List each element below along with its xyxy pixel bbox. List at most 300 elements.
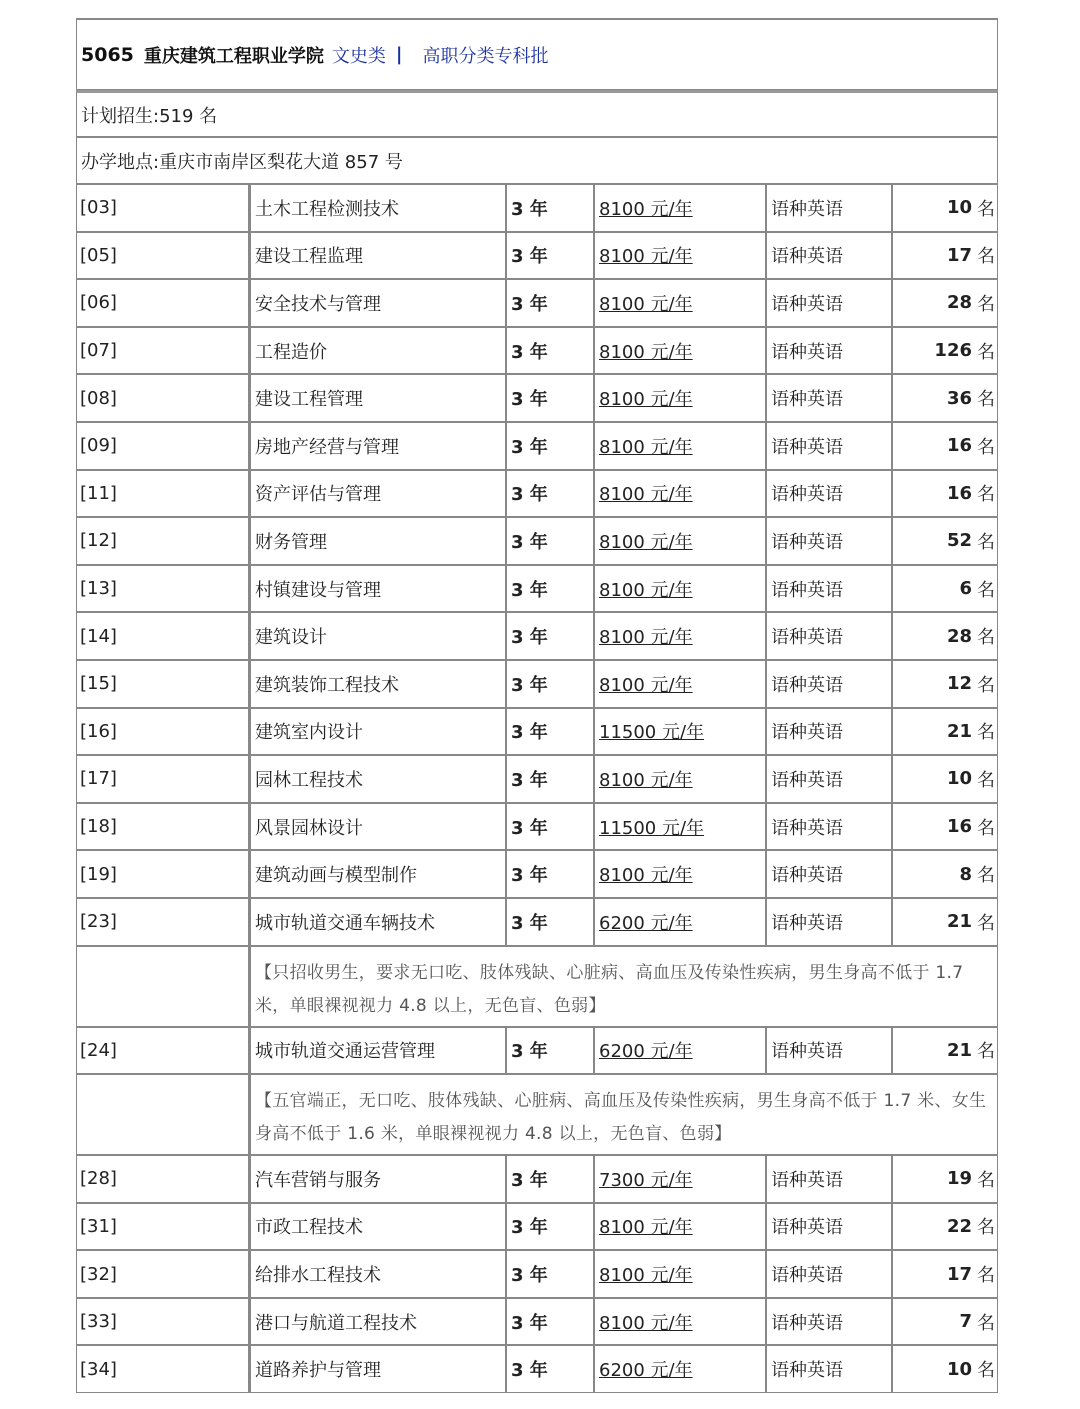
major-years: 3 年 xyxy=(511,389,548,411)
major-code: [32] xyxy=(80,1263,117,1285)
school-name: 重庆建筑工程职业学院 xyxy=(143,45,324,67)
admission-table xyxy=(76,18,998,1393)
major-code: [11] xyxy=(80,482,117,504)
major-fee-cell xyxy=(594,1298,766,1346)
table-row xyxy=(76,1027,998,1075)
major-code-cell xyxy=(76,1155,250,1203)
major-fee-cell xyxy=(594,898,766,946)
major-name: 房地产经营与管理 xyxy=(255,436,399,458)
major-fee-cell xyxy=(594,612,766,660)
major-fee-cell xyxy=(594,565,766,613)
quota-unit: 名 xyxy=(977,531,995,553)
major-years-cell xyxy=(506,1203,594,1251)
major-years-cell xyxy=(506,1027,594,1075)
quota-count: 19 xyxy=(946,1168,972,1190)
quota-count: 52 xyxy=(946,530,972,552)
quota-cell xyxy=(892,1155,998,1203)
quota-unit: 名 xyxy=(977,293,995,315)
major-code: [08] xyxy=(80,387,117,409)
table-row xyxy=(76,374,998,422)
major-language: 语种英语 xyxy=(771,1312,843,1334)
major-language-cell xyxy=(766,1203,892,1251)
major-name: 建筑装饰工程技术 xyxy=(255,674,399,696)
major-code: [31] xyxy=(80,1215,117,1237)
quota-count: 22 xyxy=(946,1215,972,1237)
major-name-cell xyxy=(250,422,506,470)
quota-unit: 名 xyxy=(977,389,995,411)
major-code: [13] xyxy=(80,578,117,600)
major-years: 3 年 xyxy=(511,436,548,458)
major-name: 建设工程管理 xyxy=(255,389,363,411)
quota-unit: 名 xyxy=(977,579,995,601)
major-fee-cell xyxy=(594,184,766,232)
note-row xyxy=(76,1074,998,1155)
major-name-cell xyxy=(250,279,506,327)
major-language-cell xyxy=(766,565,892,613)
major-years-cell xyxy=(506,850,594,898)
major-name: 风景园林设计 xyxy=(255,817,363,839)
table-row xyxy=(76,660,998,708)
major-language: 语种英语 xyxy=(771,722,843,744)
major-code: [09] xyxy=(80,435,117,457)
major-code: [28] xyxy=(80,1168,117,1190)
major-language: 语种英语 xyxy=(771,1169,843,1191)
table-row xyxy=(76,470,998,518)
quota-unit: 名 xyxy=(977,912,995,934)
major-language: 语种英语 xyxy=(771,1360,843,1382)
quota-count: 16 xyxy=(946,482,972,504)
quota-unit: 名 xyxy=(977,627,995,649)
major-language: 语种英语 xyxy=(771,484,843,506)
major-language: 语种英语 xyxy=(771,817,843,839)
table-row xyxy=(76,708,998,756)
major-fee-cell xyxy=(594,1203,766,1251)
quota-unit: 名 xyxy=(977,722,995,744)
plan-row xyxy=(76,90,998,137)
major-language: 语种英语 xyxy=(771,531,843,553)
major-fee[interactable]: 8100 元/年 xyxy=(599,198,693,220)
quota-count: 10 xyxy=(946,768,972,790)
major-language-cell xyxy=(766,1250,892,1298)
quota-cell xyxy=(892,327,998,375)
major-years: 3 年 xyxy=(511,865,548,887)
major-language-cell xyxy=(766,803,892,851)
major-code: [18] xyxy=(80,816,117,838)
major-language: 语种英语 xyxy=(771,579,843,601)
table-row xyxy=(76,327,998,375)
major-name: 资产评估与管理 xyxy=(255,484,381,506)
major-name-cell xyxy=(250,708,506,756)
quota-cell xyxy=(892,755,998,803)
major-name-cell xyxy=(250,1250,506,1298)
major-name-cell xyxy=(250,184,506,232)
major-fee[interactable]: 8100 元/年 xyxy=(599,293,693,315)
major-language-cell xyxy=(766,184,892,232)
quota-count: 8 xyxy=(959,863,972,885)
quota-cell xyxy=(892,850,998,898)
quota-count: 17 xyxy=(946,1263,972,1285)
major-years-cell xyxy=(506,517,594,565)
major-fee[interactable]: 6200 元/年 xyxy=(599,1041,693,1063)
major-name: 建筑动画与模型制作 xyxy=(255,865,417,887)
major-code: [12] xyxy=(80,530,117,552)
major-name-cell xyxy=(250,755,506,803)
major-language: 语种英语 xyxy=(771,198,843,220)
major-years: 3 年 xyxy=(511,769,548,791)
major-years-cell xyxy=(506,374,594,422)
major-code-cell xyxy=(76,755,250,803)
major-years-cell xyxy=(506,232,594,280)
quota-cell xyxy=(892,374,998,422)
major-name-cell xyxy=(250,470,506,518)
major-years: 3 年 xyxy=(511,579,548,601)
major-years: 3 年 xyxy=(511,1360,548,1382)
major-code-cell xyxy=(76,708,250,756)
major-fee[interactable]: 8100 元/年 xyxy=(599,1217,693,1239)
major-language-cell xyxy=(766,660,892,708)
major-code: [23] xyxy=(80,911,117,933)
major-fee[interactable]: 8100 元/年 xyxy=(599,389,693,411)
quota-unit: 名 xyxy=(977,484,995,506)
major-years: 3 年 xyxy=(511,1169,548,1191)
major-years: 3 年 xyxy=(511,246,548,268)
quota-count: 36 xyxy=(946,387,972,409)
major-years: 3 年 xyxy=(511,341,548,363)
major-language: 语种英语 xyxy=(771,341,843,363)
quota-count: 12 xyxy=(946,673,972,695)
major-code-cell xyxy=(76,232,250,280)
quota-cell xyxy=(892,184,998,232)
major-years: 3 年 xyxy=(511,912,548,934)
major-name-cell xyxy=(250,898,506,946)
major-fee-cell xyxy=(594,422,766,470)
requirement-note: 【五官端正，无口吃、肢体残缺、心脏病、高血压及传染性疾病，男生身高不低于 1.7 米、女生身高不低于 1.6 米，单眼裸视视力 4.8 以上，无色盲、色弱】 xyxy=(250,1074,998,1155)
major-code-cell xyxy=(76,565,250,613)
quota-count: 10 xyxy=(946,197,972,219)
major-years-cell xyxy=(506,708,594,756)
table-row xyxy=(76,1203,998,1251)
quota-unit: 名 xyxy=(977,1312,995,1334)
major-years-cell xyxy=(506,327,594,375)
major-years: 3 年 xyxy=(511,1312,548,1334)
major-years: 3 年 xyxy=(511,674,548,696)
quota-cell xyxy=(892,422,998,470)
quota-unit: 名 xyxy=(977,1217,995,1239)
major-language-cell xyxy=(766,232,892,280)
major-name-cell xyxy=(250,1298,506,1346)
major-fee-cell xyxy=(594,850,766,898)
major-fee[interactable]: 8100 元/年 xyxy=(599,1265,693,1287)
major-name: 城市轨道交通车辆技术 xyxy=(255,912,435,934)
major-fee-cell xyxy=(594,803,766,851)
major-fee[interactable]: 11500 元/年 xyxy=(599,817,705,839)
major-fee[interactable]: 8100 元/年 xyxy=(599,436,693,458)
major-code-cell xyxy=(76,422,250,470)
majors-list xyxy=(76,184,998,1393)
major-years: 3 年 xyxy=(511,817,548,839)
major-language-cell xyxy=(766,470,892,518)
major-code: [07] xyxy=(80,340,117,362)
major-fee[interactable]: 8100 元/年 xyxy=(599,674,693,696)
major-language: 语种英语 xyxy=(771,1041,843,1063)
major-fee-cell xyxy=(594,660,766,708)
table-row xyxy=(76,1250,998,1298)
plan-text: 计划招生:519 名 xyxy=(81,105,218,127)
table-row xyxy=(76,232,998,280)
quota-cell xyxy=(892,470,998,518)
major-fee-cell xyxy=(594,1027,766,1075)
quota-cell xyxy=(892,1250,998,1298)
quota-cell xyxy=(892,898,998,946)
major-code: [16] xyxy=(80,720,117,742)
major-language-cell xyxy=(766,517,892,565)
major-name-cell xyxy=(250,565,506,613)
major-fee-cell xyxy=(594,374,766,422)
major-code-cell xyxy=(76,1027,250,1075)
major-language: 语种英语 xyxy=(771,389,843,411)
major-language-cell xyxy=(766,279,892,327)
major-language: 语种英语 xyxy=(771,627,843,649)
quota-unit: 名 xyxy=(977,246,995,268)
major-fee-cell xyxy=(594,708,766,756)
major-years-cell xyxy=(506,612,594,660)
batch-link[interactable]: 高职分类专科批 xyxy=(422,45,549,67)
major-code: [33] xyxy=(80,1311,117,1333)
major-name-cell xyxy=(250,612,506,660)
major-code-cell xyxy=(76,470,250,518)
major-name-cell xyxy=(250,1203,506,1251)
major-name: 安全技术与管理 xyxy=(255,293,381,315)
quota-count: 28 xyxy=(946,625,972,647)
table-row xyxy=(76,1298,998,1346)
quota-cell xyxy=(892,1345,998,1393)
major-name: 园林工程技术 xyxy=(255,769,363,791)
major-years: 3 年 xyxy=(511,1265,548,1287)
major-fee[interactable]: 8100 元/年 xyxy=(599,341,693,363)
major-name: 市政工程技术 xyxy=(255,1217,363,1239)
major-fee-cell xyxy=(594,755,766,803)
major-language-cell xyxy=(766,612,892,660)
major-years: 3 年 xyxy=(511,484,548,506)
quota-count: 10 xyxy=(946,1358,972,1380)
major-name: 村镇建设与管理 xyxy=(255,579,381,601)
address-text: 办学地点:重庆市南岸区梨花大道 857 号 xyxy=(81,151,403,173)
major-fee-cell xyxy=(594,1250,766,1298)
quota-unit: 名 xyxy=(977,1265,995,1287)
major-fee[interactable]: 6200 元/年 xyxy=(599,912,693,934)
quota-unit: 名 xyxy=(977,865,995,887)
major-language: 语种英语 xyxy=(771,1265,843,1287)
major-code: [34] xyxy=(80,1358,117,1380)
table-row xyxy=(76,1345,998,1393)
major-language: 语种英语 xyxy=(771,246,843,268)
major-code: [03] xyxy=(80,197,117,219)
major-name-cell xyxy=(250,1345,506,1393)
major-name: 给排水工程技术 xyxy=(255,1265,381,1287)
address-row xyxy=(76,137,998,184)
major-years-cell xyxy=(506,803,594,851)
major-name-cell xyxy=(250,517,506,565)
major-years: 3 年 xyxy=(511,627,548,649)
major-fee[interactable]: 8100 元/年 xyxy=(599,531,693,553)
major-code: [19] xyxy=(80,863,117,885)
major-code-cell xyxy=(76,374,250,422)
major-code: [14] xyxy=(80,625,117,647)
major-fee-cell xyxy=(594,517,766,565)
quota-count: 6 xyxy=(959,578,972,600)
major-years-cell xyxy=(506,1155,594,1203)
table-header xyxy=(76,18,998,90)
note-blank-cell xyxy=(76,1074,250,1155)
major-code: [17] xyxy=(80,768,117,790)
quota-unit: 名 xyxy=(977,341,995,363)
major-language: 语种英语 xyxy=(771,1217,843,1239)
quota-unit: 名 xyxy=(977,1169,995,1191)
major-name: 建筑设计 xyxy=(255,627,327,649)
major-code-cell xyxy=(76,327,250,375)
major-language: 语种英语 xyxy=(771,674,843,696)
quota-unit: 名 xyxy=(977,1041,995,1063)
major-fee-cell xyxy=(594,327,766,375)
quota-cell xyxy=(892,1298,998,1346)
quota-count: 17 xyxy=(946,244,972,266)
major-language-cell xyxy=(766,374,892,422)
major-language-cell xyxy=(766,327,892,375)
school-code: 5065 xyxy=(81,43,134,66)
major-code-cell xyxy=(76,279,250,327)
major-years-cell xyxy=(506,1345,594,1393)
major-code-cell xyxy=(76,850,250,898)
table-row xyxy=(76,898,998,946)
quota-cell xyxy=(892,279,998,327)
quota-unit: 名 xyxy=(977,436,995,458)
major-language-cell xyxy=(766,708,892,756)
major-fee[interactable]: 8100 元/年 xyxy=(599,1312,693,1334)
major-years: 3 年 xyxy=(511,722,548,744)
quota-cell xyxy=(892,612,998,660)
major-fee[interactable]: 8100 元/年 xyxy=(599,627,693,649)
quota-count: 21 xyxy=(946,720,972,742)
major-name: 土木工程检测技术 xyxy=(255,198,399,220)
major-code-cell xyxy=(76,1203,250,1251)
quota-unit: 名 xyxy=(977,769,995,791)
major-fee[interactable]: 8100 元/年 xyxy=(599,246,693,268)
note-row xyxy=(76,946,998,1027)
major-fee[interactable]: 11500 元/年 xyxy=(599,722,705,744)
major-name: 财务管理 xyxy=(255,531,327,553)
major-name: 港口与航道工程技术 xyxy=(255,1312,417,1334)
major-language-cell xyxy=(766,1027,892,1075)
major-code-cell xyxy=(76,612,250,660)
major-language-cell xyxy=(766,1345,892,1393)
category-link[interactable]: 文史类 xyxy=(331,45,386,67)
major-fee[interactable]: 6200 元/年 xyxy=(599,1360,693,1382)
major-language-cell xyxy=(766,850,892,898)
major-language-cell xyxy=(766,1298,892,1346)
quota-cell xyxy=(892,565,998,613)
table-row xyxy=(76,422,998,470)
quota-cell xyxy=(892,1027,998,1075)
major-fee-cell xyxy=(594,1155,766,1203)
header-separator: | xyxy=(395,44,403,65)
quota-unit: 名 xyxy=(977,198,995,220)
quota-cell xyxy=(892,660,998,708)
major-years: 3 年 xyxy=(511,1041,548,1063)
major-code: [05] xyxy=(80,244,117,266)
quota-cell xyxy=(892,803,998,851)
major-code: [06] xyxy=(80,292,117,314)
major-code: [24] xyxy=(80,1039,117,1061)
major-name-cell xyxy=(250,1027,506,1075)
major-fee-cell xyxy=(594,1345,766,1393)
major-name: 建设工程监理 xyxy=(255,246,363,268)
major-years-cell xyxy=(506,1250,594,1298)
table-row xyxy=(76,850,998,898)
quota-cell xyxy=(892,517,998,565)
major-language-cell xyxy=(766,422,892,470)
major-fee[interactable]: 7300 元/年 xyxy=(599,1169,693,1191)
quota-count: 21 xyxy=(946,911,972,933)
major-fee[interactable]: 8100 元/年 xyxy=(599,769,693,791)
major-language-cell xyxy=(766,755,892,803)
major-code: [15] xyxy=(80,673,117,695)
major-name-cell xyxy=(250,803,506,851)
requirement-note: 【只招收男生，要求无口吃、肢体残缺、心脏病、高血压及传染性疾病，男生身高不低于 1.7 米，单眼裸视视力 4.8 以上，无色盲、色弱】 xyxy=(250,946,998,1027)
major-code-cell xyxy=(76,660,250,708)
major-years-cell xyxy=(506,279,594,327)
major-language-cell xyxy=(766,898,892,946)
major-name: 建筑室内设计 xyxy=(255,722,363,744)
major-years-cell xyxy=(506,755,594,803)
quota-unit: 名 xyxy=(977,817,995,839)
major-code-cell xyxy=(76,803,250,851)
note-blank-cell xyxy=(76,946,250,1027)
major-name-cell xyxy=(250,232,506,280)
major-code-cell xyxy=(76,517,250,565)
quota-count: 21 xyxy=(946,1039,972,1061)
major-language: 语种英语 xyxy=(771,912,843,934)
major-years-cell xyxy=(506,898,594,946)
quota-count: 16 xyxy=(946,435,972,457)
major-language: 语种英语 xyxy=(771,293,843,315)
quota-cell xyxy=(892,1203,998,1251)
major-years-cell xyxy=(506,470,594,518)
major-name-cell xyxy=(250,850,506,898)
major-years-cell xyxy=(506,184,594,232)
table-row xyxy=(76,755,998,803)
major-fee-cell xyxy=(594,232,766,280)
major-code-cell xyxy=(76,1345,250,1393)
major-name-cell xyxy=(250,327,506,375)
major-fee[interactable]: 8100 元/年 xyxy=(599,484,693,506)
major-name: 汽车营销与服务 xyxy=(255,1169,381,1191)
major-fee[interactable]: 8100 元/年 xyxy=(599,865,693,887)
major-language-cell xyxy=(766,1155,892,1203)
major-years: 3 年 xyxy=(511,531,548,553)
major-language: 语种英语 xyxy=(771,865,843,887)
table-row xyxy=(76,1155,998,1203)
major-name: 工程造价 xyxy=(255,341,327,363)
quota-count: 28 xyxy=(946,292,972,314)
table-row xyxy=(76,565,998,613)
major-code-cell xyxy=(76,184,250,232)
major-fee[interactable]: 8100 元/年 xyxy=(599,579,693,601)
major-years-cell xyxy=(506,565,594,613)
table-row xyxy=(76,184,998,232)
quota-cell xyxy=(892,708,998,756)
major-years-cell xyxy=(506,1298,594,1346)
quota-count: 16 xyxy=(946,816,972,838)
